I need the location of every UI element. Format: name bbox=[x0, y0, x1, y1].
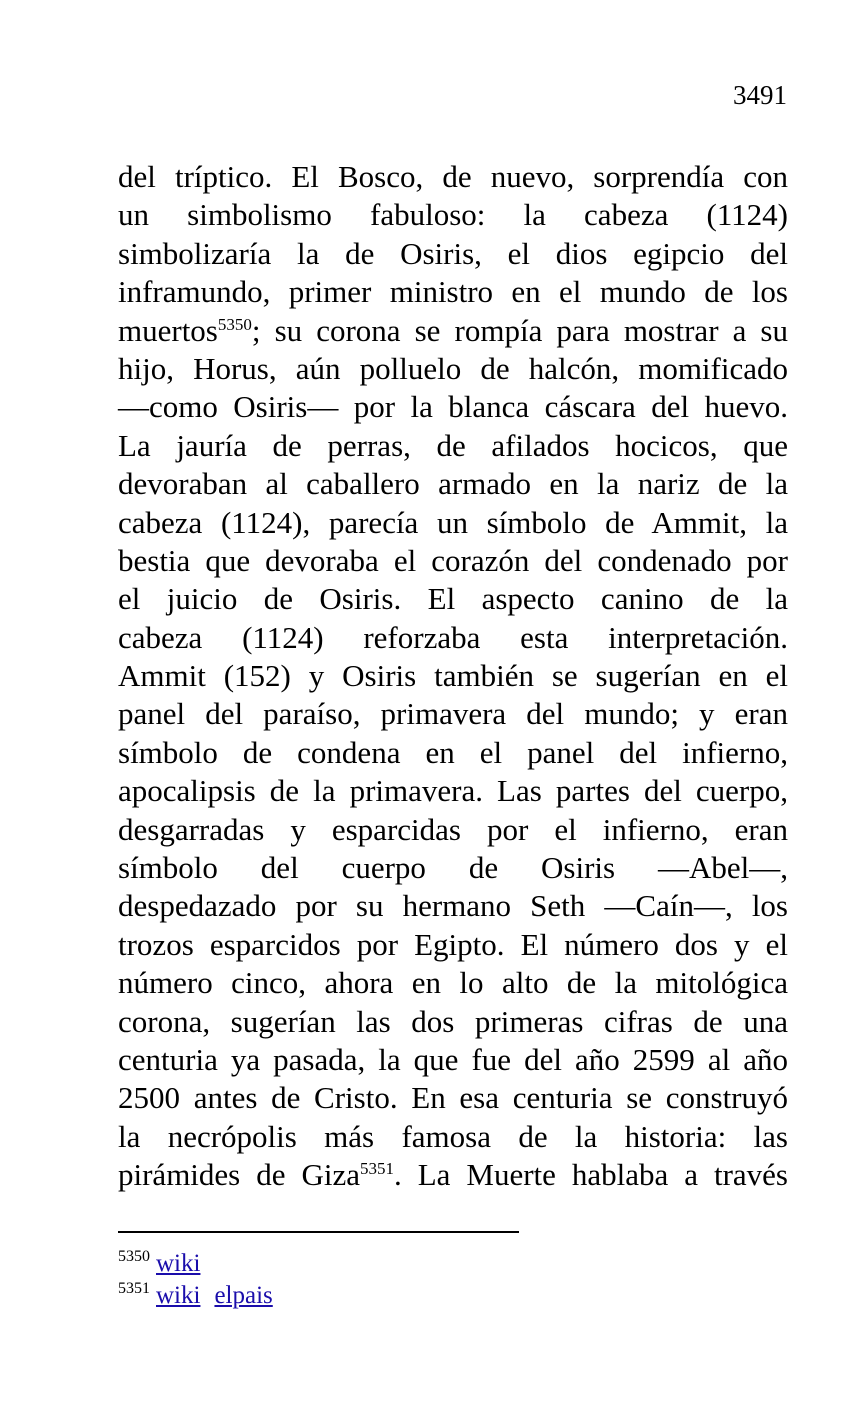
text-line bbox=[118, 504, 788, 542]
text-segment: —como Osiris— por la blanca cáscara del huevo. bbox=[118, 389, 788, 425]
text-line bbox=[118, 695, 788, 733]
text-segment: cabeza (1124), parecía un símbolo de Ammit, la bbox=[118, 504, 788, 540]
footnote-number: 5350 bbox=[118, 1248, 150, 1265]
text-segment: número cinco, ahora en lo alto de la mitológica bbox=[118, 965, 788, 1001]
text-line bbox=[118, 427, 788, 465]
text-line bbox=[118, 964, 788, 1002]
text-segment: centuria ya pasada, la que fue del año 2599 al año bbox=[118, 1041, 788, 1077]
text-line bbox=[118, 350, 788, 388]
footnote-number: 5351 bbox=[118, 1280, 150, 1297]
text-segment: corona, sugerían las dos primeras cifras de una bbox=[118, 1003, 788, 1039]
text-segment: La jauría de perras, de afilados hocicos, que bbox=[118, 427, 788, 463]
footnote-reference: 5351 bbox=[359, 1159, 394, 1179]
text-segment: la necrópolis más famosa de la historia: las bbox=[118, 1118, 788, 1154]
footnote-reference: 5350 bbox=[217, 314, 252, 334]
text-line bbox=[118, 1118, 788, 1156]
text-segment: bestia que devoraba el corazón del condenado por bbox=[118, 542, 788, 578]
text-line bbox=[118, 580, 788, 618]
text-segment: símbolo del cuerpo de Osiris —Abel—, bbox=[118, 850, 788, 886]
text-line bbox=[118, 926, 788, 964]
footnote-item bbox=[118, 1248, 287, 1280]
text-line bbox=[118, 388, 788, 426]
text-segment: ; su corona se rompía para mostrar a su bbox=[251, 312, 788, 348]
text-line bbox=[118, 1041, 788, 1079]
text-segment: cabeza (1124) reforzaba esta interpretación. bbox=[118, 619, 788, 655]
text-line bbox=[118, 887, 788, 925]
footnote-link-elpais[interactable]: elpais bbox=[214, 1282, 273, 1309]
page-number: 3491 bbox=[733, 80, 787, 110]
text-line bbox=[118, 465, 788, 503]
text-segment: trozos esparcidos por Egipto. El número dos y el bbox=[118, 926, 788, 962]
text-line bbox=[118, 849, 788, 887]
text-segment: Ammit (152) y Osiris también se sugerían en el bbox=[118, 658, 788, 694]
text-line bbox=[118, 312, 788, 350]
text-line bbox=[118, 772, 788, 810]
footnote-link-wiki[interactable]: wiki bbox=[156, 1282, 201, 1309]
text-segment: 2500 antes de Cristo. En esa centuria se construyó bbox=[118, 1080, 788, 1116]
text-segment: pirámides de Giza bbox=[118, 1157, 360, 1193]
text-line bbox=[118, 734, 788, 772]
text-segment: inframundo, primer ministro en el mundo de los bbox=[118, 274, 788, 310]
text-line bbox=[118, 619, 788, 657]
text-line bbox=[118, 542, 788, 580]
text-segment: apocalipsis de la primavera. Las partes del cuerpo, bbox=[118, 773, 788, 809]
body-text bbox=[118, 158, 788, 1195]
text-segment: desgarradas y esparcidas por el infierno, eran bbox=[118, 811, 788, 847]
footnote-link-wiki[interactable]: wiki bbox=[156, 1250, 201, 1277]
text-segment: devoraban al caballero armado en la nariz de la bbox=[118, 466, 788, 502]
footnotes bbox=[118, 1248, 287, 1312]
text-segment: símbolo de condena en el panel del infierno, bbox=[118, 734, 788, 770]
text-line bbox=[118, 657, 788, 695]
text-segment: el juicio de Osiris. El aspecto canino de la bbox=[118, 581, 788, 617]
text-line bbox=[118, 196, 788, 234]
text-segment: panel del paraíso, primavera del mundo; y eran bbox=[118, 696, 788, 732]
text-line bbox=[118, 811, 788, 849]
text-segment: despedazado por su hermano Seth —Caín—, los bbox=[118, 888, 788, 924]
footnote-item bbox=[118, 1280, 287, 1312]
text-line bbox=[118, 235, 788, 273]
text-line bbox=[118, 1079, 788, 1117]
text-line bbox=[118, 1156, 788, 1194]
text-line bbox=[118, 1003, 788, 1041]
text-segment: hijo, Horus, aún polluelo de halcón, momificado bbox=[118, 350, 788, 386]
text-segment: un simbolismo fabuloso: la cabeza (1124) bbox=[118, 197, 788, 233]
text-segment: simbolizaría la de Osiris, el dios egipcio del bbox=[118, 235, 788, 271]
footnote-separator bbox=[118, 1231, 519, 1233]
text-segment: muertos bbox=[118, 312, 218, 348]
text-segment: . La Muerte hablaba a través bbox=[393, 1157, 788, 1193]
text-segment: del tríptico. El Bosco, de nuevo, sorprendía con bbox=[118, 159, 788, 194]
text-line bbox=[118, 158, 788, 196]
text-line bbox=[118, 273, 788, 311]
